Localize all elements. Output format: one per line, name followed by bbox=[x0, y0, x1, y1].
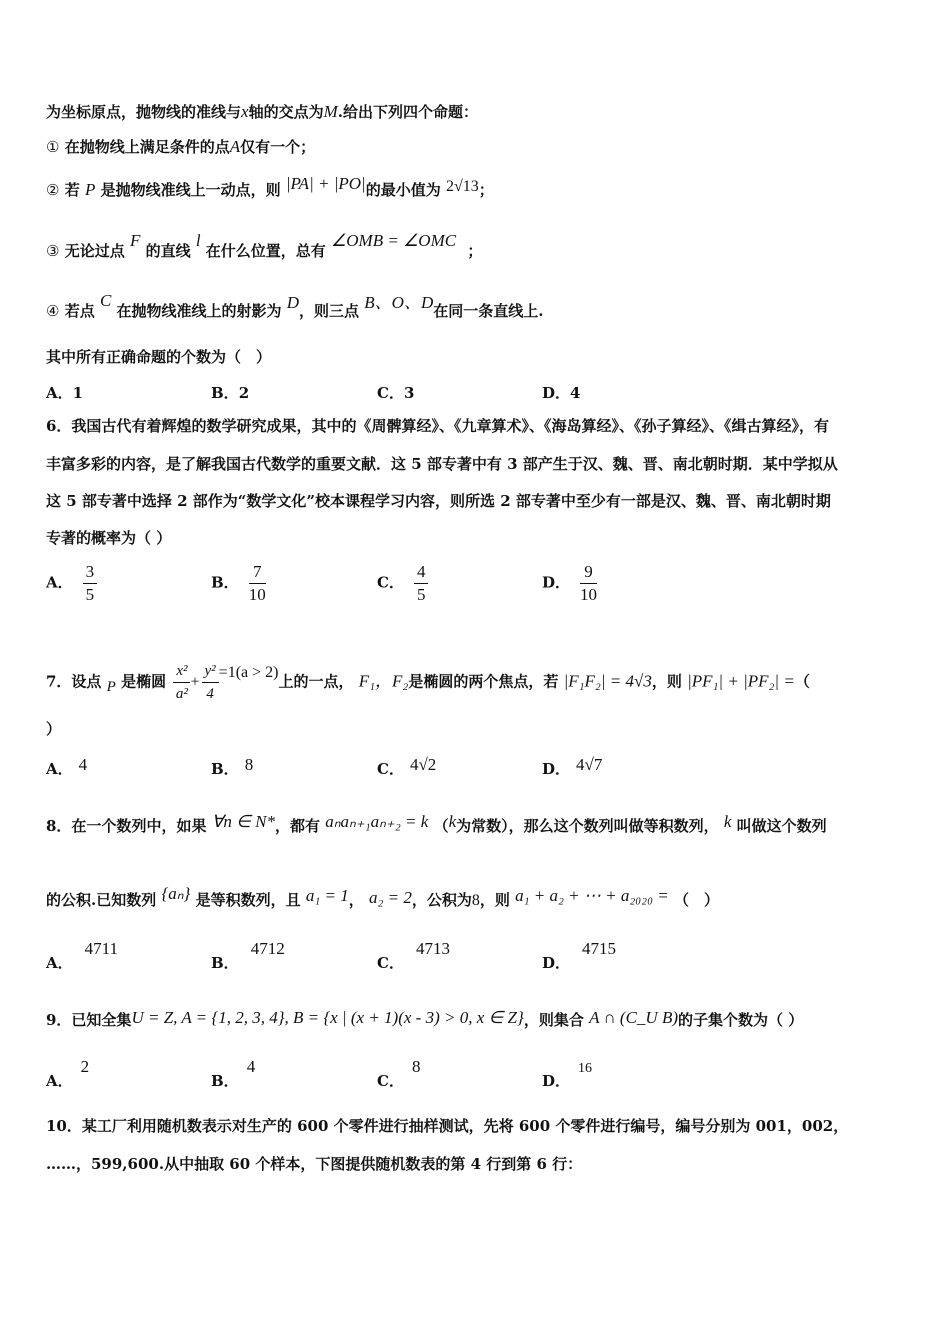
option-label: C． bbox=[377, 954, 404, 972]
option-label: B． bbox=[211, 954, 239, 972]
q8-sum: a₁ + a₂ + ⋯ + a₂₀₂₀ = bbox=[515, 886, 669, 905]
prop-3-line: l bbox=[195, 231, 201, 250]
q6-line-3: 这 5 部专著中选择 2 部作为“数学文化”校本课程学习内容，则所选 2 部专著中至少有一部是汉、魏、晋、南北朝时期 bbox=[46, 492, 831, 510]
fraction bbox=[414, 561, 429, 606]
q9-sets: U = Z, A = {1, 2, 3, 4}, B = {x | (x + 1)(x - 3) > 0, x ∈ Z} bbox=[131, 1008, 524, 1027]
option-value: 8 bbox=[244, 755, 254, 774]
prop-4-point-c: C bbox=[99, 291, 112, 310]
prop-3-text: 无论过点 bbox=[64, 242, 125, 260]
q8-relation: aₙaₙ₊₁aₙ₊₂ = k bbox=[325, 812, 429, 831]
option-value: 4713 bbox=[415, 939, 450, 958]
q7-text2: 是椭圆 bbox=[121, 672, 167, 691]
q8-text8: ， bbox=[348, 891, 364, 909]
prop-2-point: P bbox=[84, 180, 96, 199]
ellipse-equation: =1(a > 2) bbox=[218, 663, 279, 681]
option-value: 4 bbox=[78, 755, 88, 774]
q5-prop-1 bbox=[46, 137, 315, 157]
option-label: D． bbox=[542, 954, 571, 972]
ellipse-x-fraction bbox=[173, 660, 190, 705]
q7-condition: |F₁F₂| = 4√3 bbox=[563, 671, 652, 691]
q8-stem-1 bbox=[46, 812, 827, 836]
q7-text4: 是椭圆的两个焦点，若 bbox=[408, 672, 559, 691]
prop-2-text4: ； bbox=[478, 181, 494, 199]
q8-option-c[interactable] bbox=[377, 939, 450, 973]
q5-option-a[interactable] bbox=[46, 382, 83, 403]
option-value: 2 bbox=[80, 1057, 90, 1076]
option-value: 8 bbox=[411, 1057, 421, 1076]
q7-text6: （ bbox=[794, 672, 810, 691]
q5-option-d[interactable] bbox=[542, 382, 580, 403]
q7-point: P bbox=[106, 678, 116, 695]
q5-prop-3 bbox=[46, 231, 483, 261]
q5-intro-text3: .给出下列四个命题： bbox=[337, 103, 478, 121]
q5-m-var: M bbox=[323, 102, 338, 121]
prop-2-text: 若 bbox=[64, 181, 80, 199]
q9-text: 9．已知全集 bbox=[46, 1011, 132, 1029]
prop-4-points: B、O、D bbox=[364, 293, 434, 312]
q7-text5: ，则 bbox=[651, 672, 682, 691]
prop-3-text3: 在什么位置，总有 bbox=[205, 242, 326, 260]
prop-4-point-d: D bbox=[286, 293, 300, 312]
fraction-denominator: 10 bbox=[248, 585, 266, 604]
prop-1-mark: ① bbox=[46, 138, 60, 156]
option-label: D． bbox=[542, 384, 571, 402]
q6-option-c[interactable] bbox=[377, 561, 428, 606]
prop-2-text3: 的最小值为 bbox=[365, 181, 441, 199]
q10-line-2: ……，599,600.从中抽取 60 个样本，下图提供随机数表的第 4 行到第 6 行： bbox=[46, 1155, 583, 1173]
q7-text: 7．设点 bbox=[46, 672, 102, 691]
q6-option-d[interactable] bbox=[542, 561, 597, 606]
prop-3-text2: 的直线 bbox=[145, 242, 191, 260]
option-value: 4711 bbox=[84, 939, 119, 958]
option-value: 4√2 bbox=[409, 755, 437, 774]
q5-x-var: x bbox=[241, 102, 249, 121]
option-label: B． bbox=[211, 573, 239, 592]
prop-4-text: 若点 bbox=[64, 302, 95, 320]
q9-text3: 的子集个数为（ ） bbox=[678, 1011, 804, 1029]
prop-4-mark: ④ bbox=[46, 302, 60, 320]
q5-prop-2 bbox=[46, 174, 494, 201]
q8-text5: 叫做这个数列 bbox=[736, 817, 827, 835]
fraction-denominator: a² bbox=[175, 686, 188, 702]
option-label: A． bbox=[46, 384, 73, 402]
fraction-numerator: 7 bbox=[249, 561, 266, 584]
prop-4-text2: 在抛物线准线上的射影为 bbox=[116, 302, 282, 320]
q8-condition: ∀n ∈ N* bbox=[211, 812, 275, 831]
q9-option-a[interactable] bbox=[46, 1057, 90, 1091]
q8-sequence: {aₙ} bbox=[161, 884, 191, 903]
q9-option-d[interactable] bbox=[542, 1061, 593, 1091]
option-label: A． bbox=[46, 954, 73, 972]
prop-2-mark: ② bbox=[46, 181, 60, 199]
prop-2-expr: |PA| + |PO| bbox=[285, 174, 366, 193]
q5-intro-text: 为坐标原点，抛物线的准线与 bbox=[46, 103, 242, 121]
q8-text9: ，公积为 bbox=[411, 891, 472, 909]
q5-option-b[interactable] bbox=[211, 382, 249, 403]
option-label: B． bbox=[211, 384, 239, 402]
option-value: 4 bbox=[570, 384, 581, 402]
option-value: 2 bbox=[238, 384, 250, 402]
option-label: D． bbox=[542, 573, 571, 592]
ellipse-y-fraction bbox=[202, 660, 219, 705]
q7-stem: 7．设点 P 是椭圆 $\frac{\text{x²}}{\text{a²}}$ + $\frac{\text{y²}}{4}$ =1(a > 2)上的一点， F₁，F₂是椭圆的两个焦点，若 |F₁F₂| = 4√3，则 |PF₁| + |PF₂| =（ bbox=[46, 660, 810, 705]
prop-3-expr: ∠OMB = ∠OMC bbox=[331, 231, 457, 250]
prop-1-point: A bbox=[229, 137, 241, 156]
q8-text11: （ ） bbox=[673, 891, 719, 909]
fraction bbox=[83, 561, 98, 606]
q5-intro bbox=[46, 102, 478, 122]
q5-prop-4 bbox=[46, 291, 544, 321]
q7-text3: 上的一点， bbox=[278, 672, 354, 691]
q5-ask: 其中所有正确命题的个数为（ ） bbox=[46, 348, 272, 366]
q8-stem-2 bbox=[46, 884, 719, 911]
q7-foci: F₁，F₂ bbox=[358, 671, 409, 691]
q9-text2: ，则集合 bbox=[523, 1011, 584, 1029]
q8-text3: （ bbox=[433, 817, 449, 835]
q8-option-d[interactable] bbox=[542, 939, 617, 973]
q9-option-b[interactable] bbox=[211, 1057, 256, 1091]
fraction-numerator: 4 bbox=[414, 561, 429, 584]
fraction bbox=[249, 561, 266, 606]
q8-text7: 是等积数列，且 bbox=[195, 891, 301, 909]
q6-option-b[interactable] bbox=[211, 561, 266, 606]
option-label: A． bbox=[46, 1072, 73, 1090]
prop-1-text2: 仅有一个； bbox=[240, 138, 316, 156]
option-label: C． bbox=[377, 760, 404, 778]
q8-k2: k bbox=[723, 812, 732, 831]
option-value: 4715 bbox=[582, 939, 617, 958]
fraction bbox=[580, 561, 597, 606]
fraction-denominator: 5 bbox=[85, 585, 95, 604]
prop-4-text3: ，则三点 bbox=[299, 302, 360, 320]
option-value: 4712 bbox=[250, 939, 285, 958]
q8-option-b[interactable] bbox=[211, 939, 285, 973]
q8-k: k bbox=[448, 812, 457, 831]
option-label: B． bbox=[211, 760, 239, 778]
q9-stem bbox=[46, 1010, 803, 1030]
prop-2-value: 2√13 bbox=[445, 178, 479, 195]
q8-text4: 为常数），那么这个数列叫做等积数列， bbox=[456, 817, 719, 835]
prop-4-text4: 在同一条直线上. bbox=[433, 302, 544, 320]
option-value: 4√7 bbox=[576, 755, 603, 774]
q7-option-c[interactable] bbox=[377, 755, 437, 779]
q7-option-d[interactable] bbox=[542, 755, 603, 779]
q7-option-b[interactable] bbox=[211, 755, 254, 779]
q5-intro-text2: 轴的交点为 bbox=[248, 103, 324, 121]
q8-text6: 的公积.已知数列 bbox=[46, 891, 157, 909]
option-value: 1 bbox=[72, 384, 84, 402]
q7-option-a[interactable] bbox=[46, 755, 88, 779]
fraction-denominator: 10 bbox=[580, 585, 598, 604]
prop-3-point: F bbox=[129, 231, 141, 250]
prop-3-mark: ③ bbox=[46, 242, 60, 260]
q8-a1: a₁ = 1 bbox=[305, 886, 349, 905]
fraction-numerator: y² bbox=[202, 660, 219, 683]
q7-close: ） bbox=[46, 720, 62, 738]
fraction-numerator: x² bbox=[173, 660, 190, 683]
fraction-denominator: 5 bbox=[416, 585, 426, 604]
option-value: 16 bbox=[578, 1061, 593, 1076]
option-label: C． bbox=[377, 1072, 404, 1090]
q10-line-1: 10．某工厂利用随机数表示对生产的 600 个零件进行抽样测试，先将 600 个零件进行编号，编号分别为 001，002， bbox=[46, 1117, 849, 1135]
q7-ask: |PF₁| + |PF₂| = bbox=[687, 671, 795, 691]
option-label: A． bbox=[46, 760, 73, 778]
option-label: C． bbox=[377, 573, 404, 592]
option-label: D． bbox=[542, 1072, 571, 1090]
q8-text: 8．在一个数列中，如果 bbox=[46, 817, 207, 835]
option-label: B． bbox=[211, 1072, 239, 1090]
q9-expression: A ∩ (C_U B) bbox=[589, 1008, 679, 1027]
prop-3-text4: ； bbox=[467, 242, 483, 260]
q9-option-c[interactable] bbox=[377, 1057, 421, 1091]
q6-line-2: 丰富多彩的内容，是了解我国古代数学的重要文献．这 5 部专著中有 3 部产生于汉、魏、晋、南北朝时期．某中学拟从 bbox=[46, 455, 838, 473]
q5-option-c[interactable] bbox=[377, 382, 414, 403]
q6-option-a[interactable] bbox=[46, 561, 97, 606]
option-label: D． bbox=[542, 760, 571, 778]
q8-option-a[interactable] bbox=[46, 939, 119, 973]
option-value: 3 bbox=[403, 384, 415, 402]
q8-product: 8 bbox=[471, 892, 480, 909]
prop-2-text2: 是抛物线准线上一动点，则 bbox=[100, 181, 281, 199]
option-label: A． bbox=[46, 573, 73, 592]
q8-a2: a₂ = 2 bbox=[368, 888, 412, 907]
q8-text2: ，都有 bbox=[274, 817, 320, 835]
q6-line-4: 专著的概率为（ ） bbox=[46, 529, 172, 547]
fraction-denominator: 4 bbox=[206, 686, 214, 702]
fraction-numerator: 9 bbox=[580, 561, 597, 584]
option-label: C． bbox=[377, 384, 404, 402]
q8-text10: ，则 bbox=[479, 891, 510, 909]
fraction-numerator: 3 bbox=[83, 561, 98, 584]
q6-line-1: 6．我国古代有着辉煌的数学研究成果，其中的《周髀算经》、《九章算术》、《海岛算经》、《孙子算经》、《缉古算经》，有 bbox=[46, 417, 829, 435]
prop-1-text: 在抛物线上满足条件的点 bbox=[64, 138, 230, 156]
option-value: 4 bbox=[246, 1057, 256, 1076]
